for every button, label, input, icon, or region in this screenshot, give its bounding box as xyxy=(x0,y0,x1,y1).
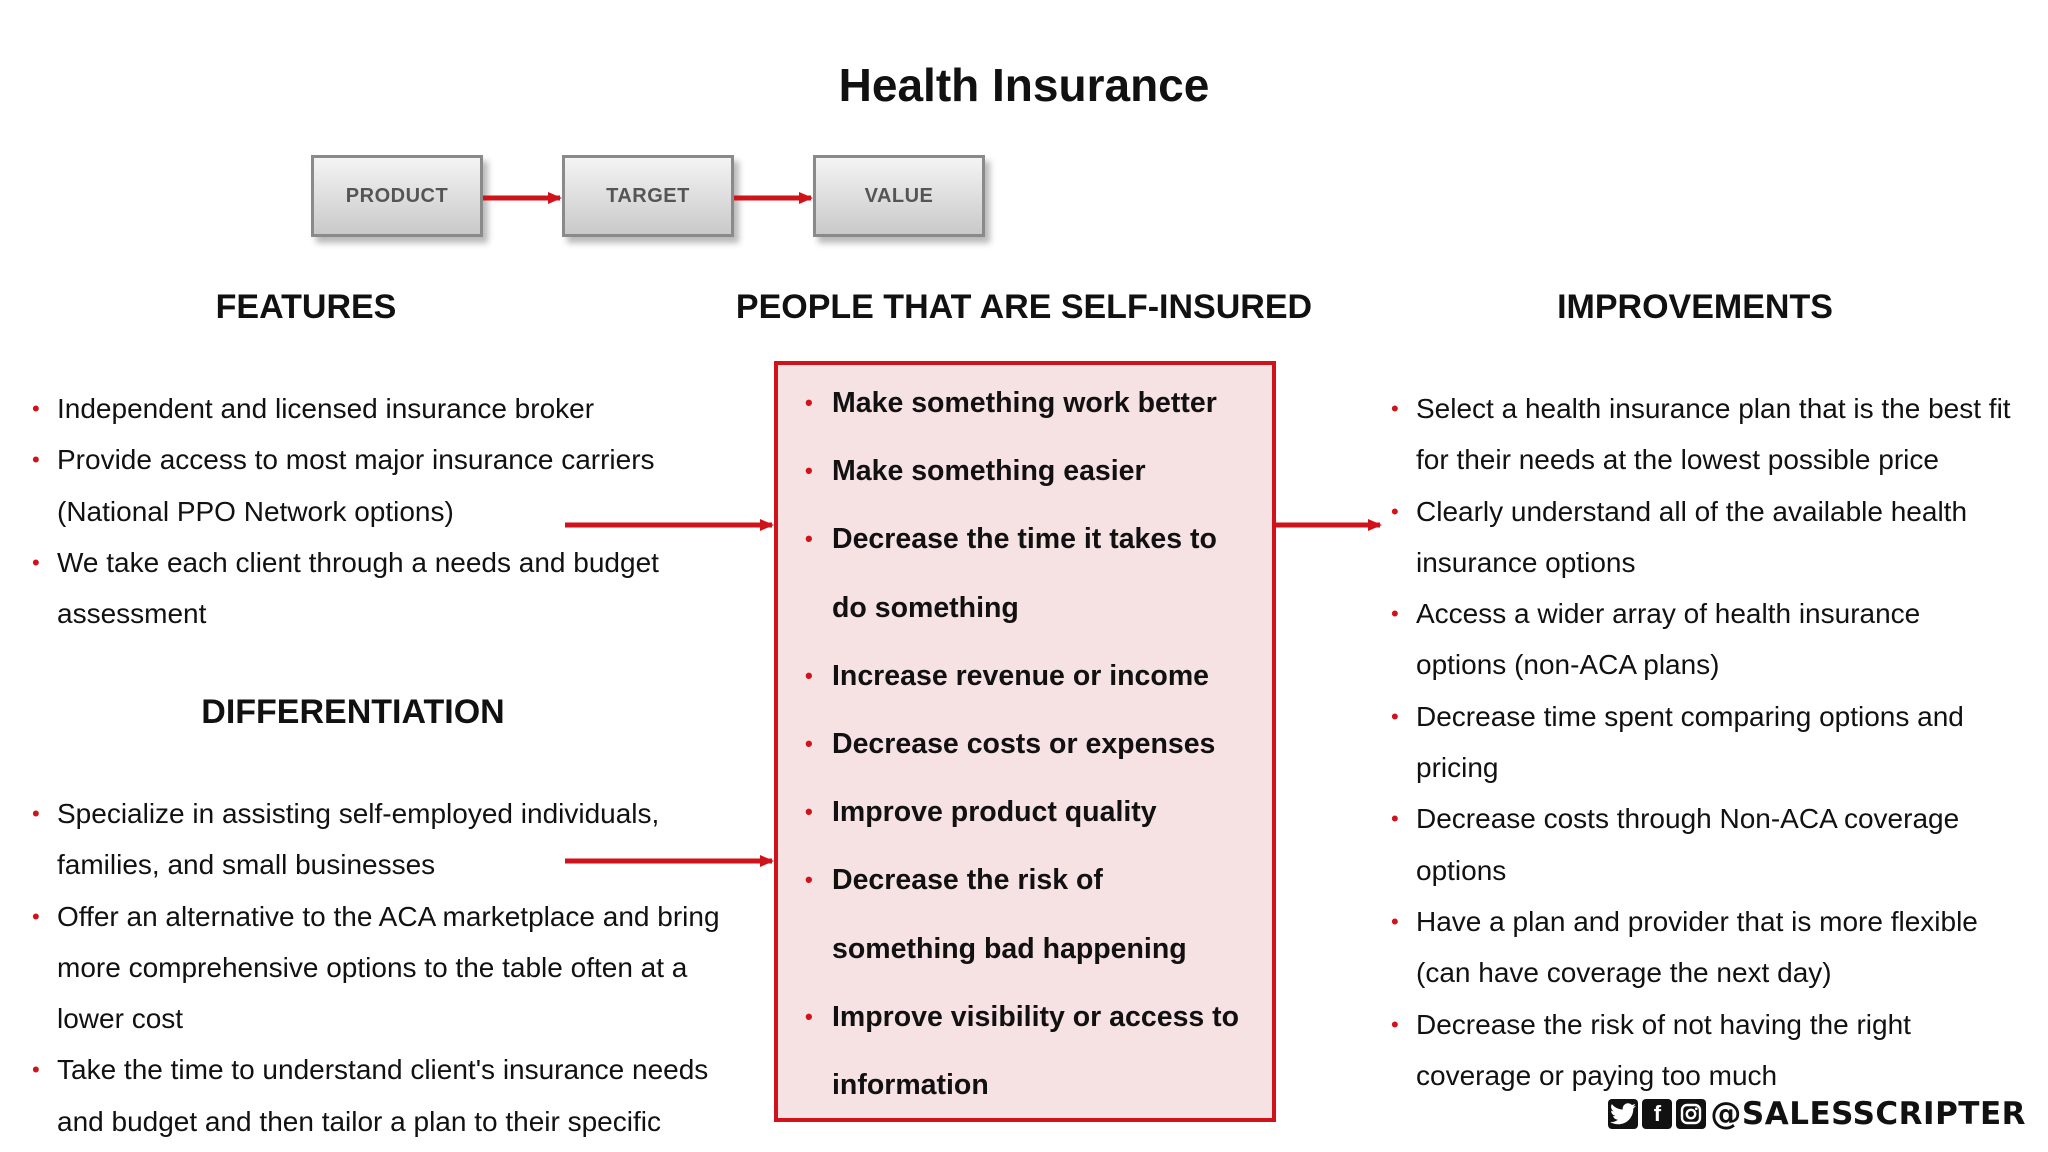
improvement-item-line: for their needs at the lowest possible price xyxy=(1416,444,1939,476)
improvement-item-line: insurance options xyxy=(1416,546,1636,578)
target-item-line: Improve visibility or access to xyxy=(832,1000,1240,1033)
target-item-line: Make something easier xyxy=(832,455,1146,488)
improvement-item-line: options xyxy=(1416,854,1507,886)
page-title: Health Insurance xyxy=(838,59,1210,111)
target-item-line: Decrease the time it takes to xyxy=(832,523,1217,556)
differentiation-item-line: families, and small businesses xyxy=(57,849,436,881)
target-heading: PEOPLE THAT ARE SELF-INSURED xyxy=(735,288,1313,326)
instagram-icon xyxy=(1676,1099,1706,1129)
target-item-line: Decrease costs or expenses xyxy=(832,728,1216,761)
improvement-item-line: Access a wider array of health insurance xyxy=(1416,598,1921,630)
improvement-item-line: coverage or paying too much xyxy=(1416,1059,1778,1091)
feature-item-line: Independent and licensed insurance broker xyxy=(57,393,595,424)
improvement-item-line: (can have coverage the next day) xyxy=(1416,957,1832,989)
features-heading: FEATURES xyxy=(215,288,397,326)
flow-box-product: PRODUCT xyxy=(311,155,483,237)
improvement-item-line: Decrease the risk of not having the right xyxy=(1416,1008,1911,1040)
feature-item-line: We take each client through a needs and budget xyxy=(57,546,659,578)
improvement-item-line: Clearly understand all of the available health xyxy=(1416,495,1968,527)
improvement-item-line: Have a plan and provider that is more flexible xyxy=(1416,905,1978,937)
target-item-line: Make something work better xyxy=(832,387,1217,419)
feature-item-line: (National PPO Network options) xyxy=(57,495,454,527)
target-item-line: Improve product quality xyxy=(832,796,1157,829)
improvement-item-line: pricing xyxy=(1416,752,1499,784)
improvement-item-line: Decrease time spent comparing options and xyxy=(1416,700,1964,732)
improvement-item-line: Select a health insurance plan that is the best fit xyxy=(1416,393,2011,424)
flow-box-value: VALUE xyxy=(813,155,985,237)
feature-item-line: Provide access to most major insurance carriers xyxy=(57,444,655,476)
target-item-line: something bad happening xyxy=(832,932,1187,965)
target-item-line: do something xyxy=(832,591,1019,624)
feature-item-line: assessment xyxy=(57,598,207,630)
differentiation-heading: DIFFERENTIATION xyxy=(201,693,505,731)
social-footer xyxy=(1608,1096,2026,1132)
differentiation-item-line: Offer an alternative to the ACA marketplace and bring xyxy=(57,900,720,932)
differentiation-item-line: and budget and then tailor a plan to their specific xyxy=(57,1105,661,1137)
target-item-line: Increase revenue or income xyxy=(832,659,1210,692)
target-item-line: Decrease the risk of xyxy=(832,864,1103,897)
flow-box-target: TARGET xyxy=(562,155,734,237)
improvement-item-line: options (non-ACA plans) xyxy=(1416,649,1720,681)
facebook-icon: f xyxy=(1642,1099,1672,1129)
target-item-line: information xyxy=(832,1069,989,1102)
twitter-icon xyxy=(1608,1099,1638,1129)
social-handle: @SALESSCRIPTER xyxy=(1710,1096,2026,1132)
improvements-heading: IMPROVEMENTS xyxy=(1557,288,1833,326)
differentiation-item-line: lower cost xyxy=(57,1003,184,1035)
improvement-item-line: Decrease costs through Non-ACA coverage xyxy=(1416,803,1960,835)
differentiation-item-line: Specialize in assisting self-employed individuals, xyxy=(57,798,660,829)
differentiation-item-line: more comprehensive options to the table often at a xyxy=(57,951,688,983)
differentiation-item-line: Take the time to understand client's insurance needs xyxy=(57,1054,709,1086)
